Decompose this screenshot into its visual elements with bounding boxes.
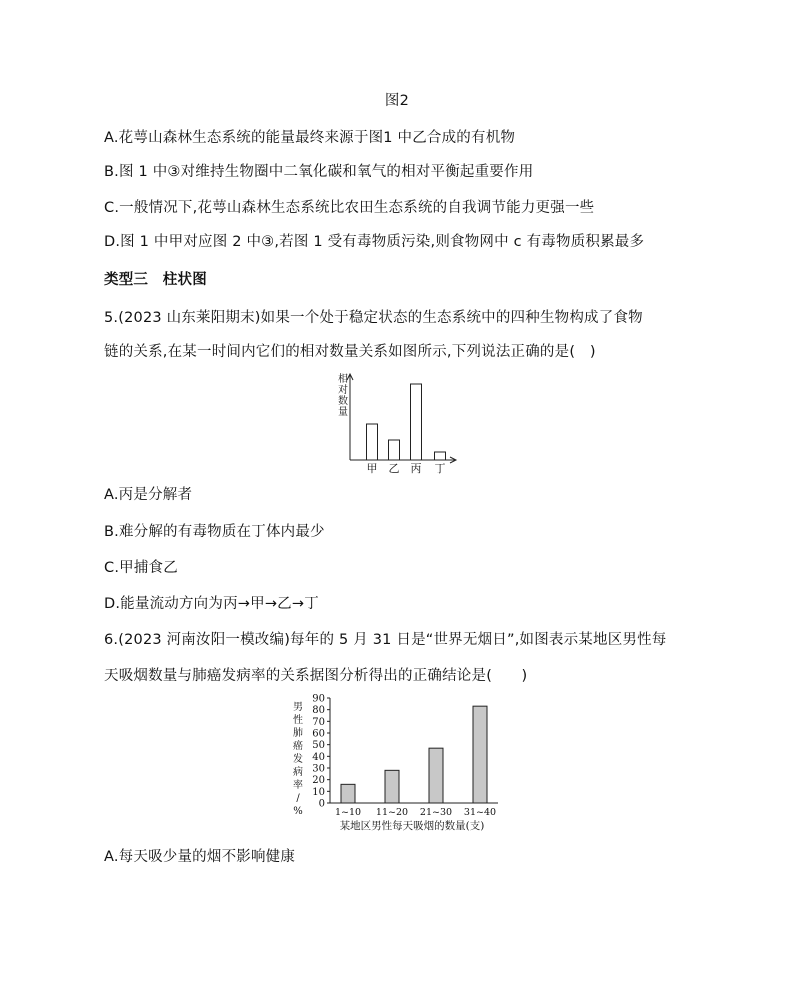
- q5-chart-svg: [336, 370, 460, 478]
- q5-option-b: B.难分解的有毒物质在丁体内最少: [104, 524, 325, 540]
- x-tick-label: 11~20: [375, 807, 409, 818]
- x-tick-label: 乙: [388, 462, 400, 475]
- q5-option-c: C.甲捕食乙: [104, 560, 178, 576]
- q5-chart: [336, 370, 460, 478]
- y-axis-label: 相对数量: [338, 374, 348, 418]
- y-tick-label: 80: [312, 705, 325, 717]
- q4-option-d: D.图 1 中甲对应图 2 中③,若图 1 受有毒物质污染,则食物网中 c 有毒物质积累最多: [104, 234, 645, 250]
- bar-1~10: [341, 784, 355, 803]
- q6-chart-svg: [288, 690, 503, 838]
- x-tick-label: 甲: [366, 462, 378, 475]
- q5-stem-line-1: 5.(2023 山东莱阳期末)如果一个处于稳定状态的生态系统中的四种生物构成了食物: [104, 310, 643, 326]
- y-tick-label: 30: [312, 763, 325, 775]
- y-tick-label: 10: [312, 786, 325, 798]
- y-tick-label: 40: [312, 751, 325, 763]
- q5-stem-line-2: 链的关系,在某一时间内它们的相对数量关系如图所示,下列说法正确的是( ): [104, 344, 596, 360]
- bar-乙: [389, 440, 400, 460]
- y-tick-label: 50: [312, 740, 325, 752]
- y-tick-label: 60: [312, 728, 325, 740]
- x-axis-label: 某地区男性每天吸烟的数量(支): [339, 820, 485, 832]
- y-tick-label: 20: [312, 775, 325, 787]
- y-tick-label: 90: [312, 693, 325, 705]
- y-axis-label: 男性肺癌发病率/ %: [293, 702, 303, 817]
- bar-31~40: [473, 706, 487, 803]
- section-title: 类型三 柱状图: [104, 272, 207, 288]
- x-tick-label: 丁: [434, 462, 446, 475]
- q5-option-d: D.能量流动方向为丙→甲→乙→丁: [104, 596, 319, 612]
- bar-21~30: [429, 748, 443, 803]
- bar-11~20: [385, 770, 399, 803]
- x-tick-label: 21~30: [419, 807, 453, 818]
- y-tick-label: 70: [312, 716, 325, 728]
- q6-stem-line-2: 天吸烟数量与肺癌发病率的关系据图分析得出的正确结论是( ): [104, 668, 528, 684]
- bar-丁: [435, 452, 446, 460]
- q4-option-c: C.一般情况下,花萼山森林生态系统比农田生态系统的自我调节能力更强一些: [104, 200, 595, 216]
- bar-甲: [367, 424, 378, 460]
- bar-丙: [411, 384, 422, 460]
- q4-option-a: A.花萼山森林生态系统的能量最终来源于图1 中乙合成的有机物: [104, 130, 516, 146]
- y-tick-label: 0: [318, 798, 325, 810]
- q5-option-a: A.丙是分解者: [104, 487, 193, 503]
- figure-caption: 图2: [384, 93, 410, 109]
- x-tick-label: 丙: [410, 462, 422, 475]
- x-tick-label: 1~10: [334, 807, 362, 818]
- q6-chart: [288, 690, 503, 838]
- q4-option-b: B.图 1 中③对维持生物圈中二氧化碳和氧气的相对平衡起重要作用: [104, 164, 534, 180]
- x-tick-label: 31~40: [463, 807, 497, 818]
- q6-option-a: A.每天吸少量的烟不影响健康: [104, 849, 296, 865]
- q6-stem-line-1: 6.(2023 河南汝阳一模改编)每年的 5 月 31 日是“世界无烟日”,如图表示某地区男性每: [104, 632, 667, 648]
